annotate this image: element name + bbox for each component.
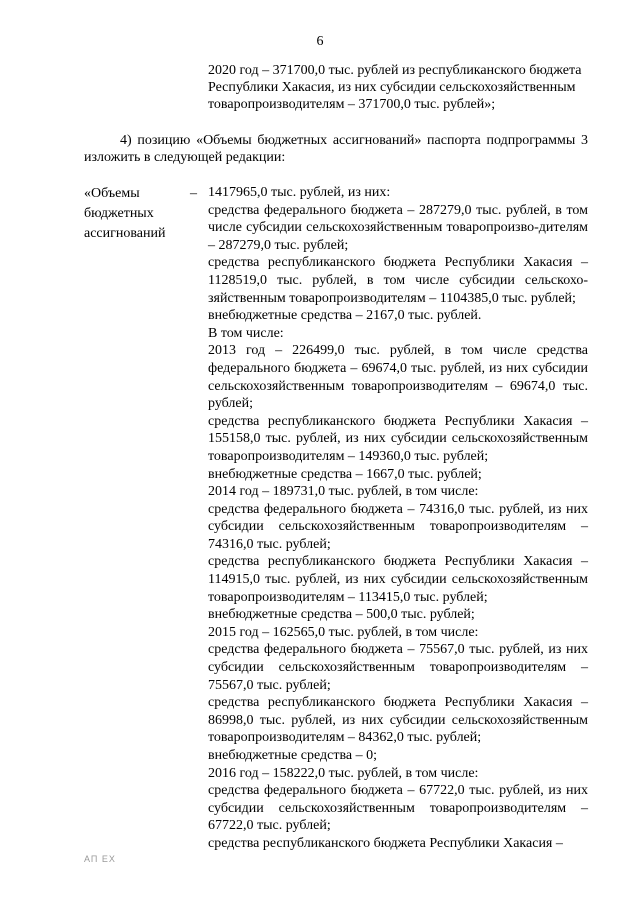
passport-paragraph: средства федерального бюджета – 287279,0 тыс. рублей, в том числе субсидии сельскохозяйственным товаропроизво-дителям – 287279,0 тыс. рублей; — [208, 202, 588, 253]
passport-label-line: бюджетных — [84, 206, 154, 221]
passport-paragraph: средства федерального бюджета – 74316,0 тыс. рублей, из них субсидии сельскохозяйственным товаропроизводителям – 74316,0 тыс. рублей; — [208, 501, 588, 552]
passport-paragraph: средства федерального бюджета – 75567,0 тыс. рублей, из них субсидии сельскохозяйственным товаропроизводителям – 75567,0 тыс. рублей; — [208, 642, 588, 693]
passport-paragraph: средства республиканского бюджета Республики Хакасия – 1128519,0 тыс. рублей, в том числе субсидии сельскохо-зяйственным товаропроизводителям – 1104385,0 тыс. рублей; — [208, 255, 588, 306]
passport-paragraph: внебюджетные средства – 500,0 тыс. рублей; — [208, 607, 475, 623]
passport-paragraph: средства федерального бюджета – 67722,0 тыс. рублей, из них субсидии сельскохозяйственным товаропроизводителям – 67722,0 тыс. рублей; — [208, 783, 588, 834]
passport-paragraph: средства республиканского бюджета Республики Хакасия – — [208, 835, 563, 851]
passport-paragraph: внебюджетные средства – 1667,0 тыс. рублей; — [208, 466, 482, 482]
instruction-block — [84, 132, 588, 166]
passport-paragraph: 2015 год – 162565,0 тыс. рублей, в том числе: — [208, 624, 479, 640]
passport-label — [84, 184, 194, 244]
intro-line: Республики Хакасия, из них субсидии сельскохозяйственным — [208, 80, 576, 95]
passport-paragraph: 2014 год – 189731,0 тыс. рублей, в том числе: — [208, 484, 479, 500]
passport-paragraph: 2013 год – 226499,0 тыс. рублей, в том числе средства федерального бюджета – 69674,0 тыс. рублей, из них субсидии сельскохозяйственным товаропроизводителям – 69674,0 тыс. рублей; — [208, 343, 588, 412]
passport-body — [208, 184, 588, 853]
intro-line: товаропроизводителям – 371700,0 тыс. рублей»; — [208, 97, 496, 112]
passport-label-line: «Объемы — [84, 186, 140, 201]
passport-paragraph: внебюджетные средства – 2167,0 тыс. рублей. — [208, 308, 482, 324]
passport-paragraph: внебюджетные средства – 0; — [208, 748, 377, 763]
passport-paragraph: средства республиканского бюджета Республики Хакасия – 86998,0 тыс. рублей, из них субсидии сельскохозяйственным товаропроизводителям – 84362,0 тыс. рублей; — [208, 695, 588, 746]
page-number: 6 — [316, 34, 324, 49]
passport-paragraph: средства республиканского бюджета Республики Хакасия – 114915,0 тыс. рублей, из них субсидии сельскохозяйственным товаропроизводителям – 113415,0 тыс. рублей; — [208, 554, 588, 605]
instruction-text: 4) позицию «Объемы бюджетных ассигнований» паспорта подпрограммы 3 изложить в следующей редакции: — [84, 133, 588, 165]
intro-block — [208, 62, 588, 113]
footer-mark: АП ЕХ — [84, 854, 116, 864]
passport-paragraph: средства республиканского бюджета Республики Хакасия – 155158,0 тыс. рублей, из них субсидии сельскохозяйственным товаропроизводителям – 149360,0 тыс. рублей; — [208, 413, 588, 464]
passport-dash: – — [190, 186, 197, 201]
passport-paragraph: В том числе: — [208, 325, 284, 341]
intro-line: 2020 год – 371700,0 тыс. рублей из республиканского бюджета — [208, 63, 582, 78]
passport-label-line: ассигнований — [84, 226, 166, 241]
passport-paragraph: 2016 год – 158222,0 тыс. рублей, в том числе: — [208, 765, 479, 781]
passport-paragraph: 1417965,0 тыс. рублей, из них: — [208, 185, 391, 200]
